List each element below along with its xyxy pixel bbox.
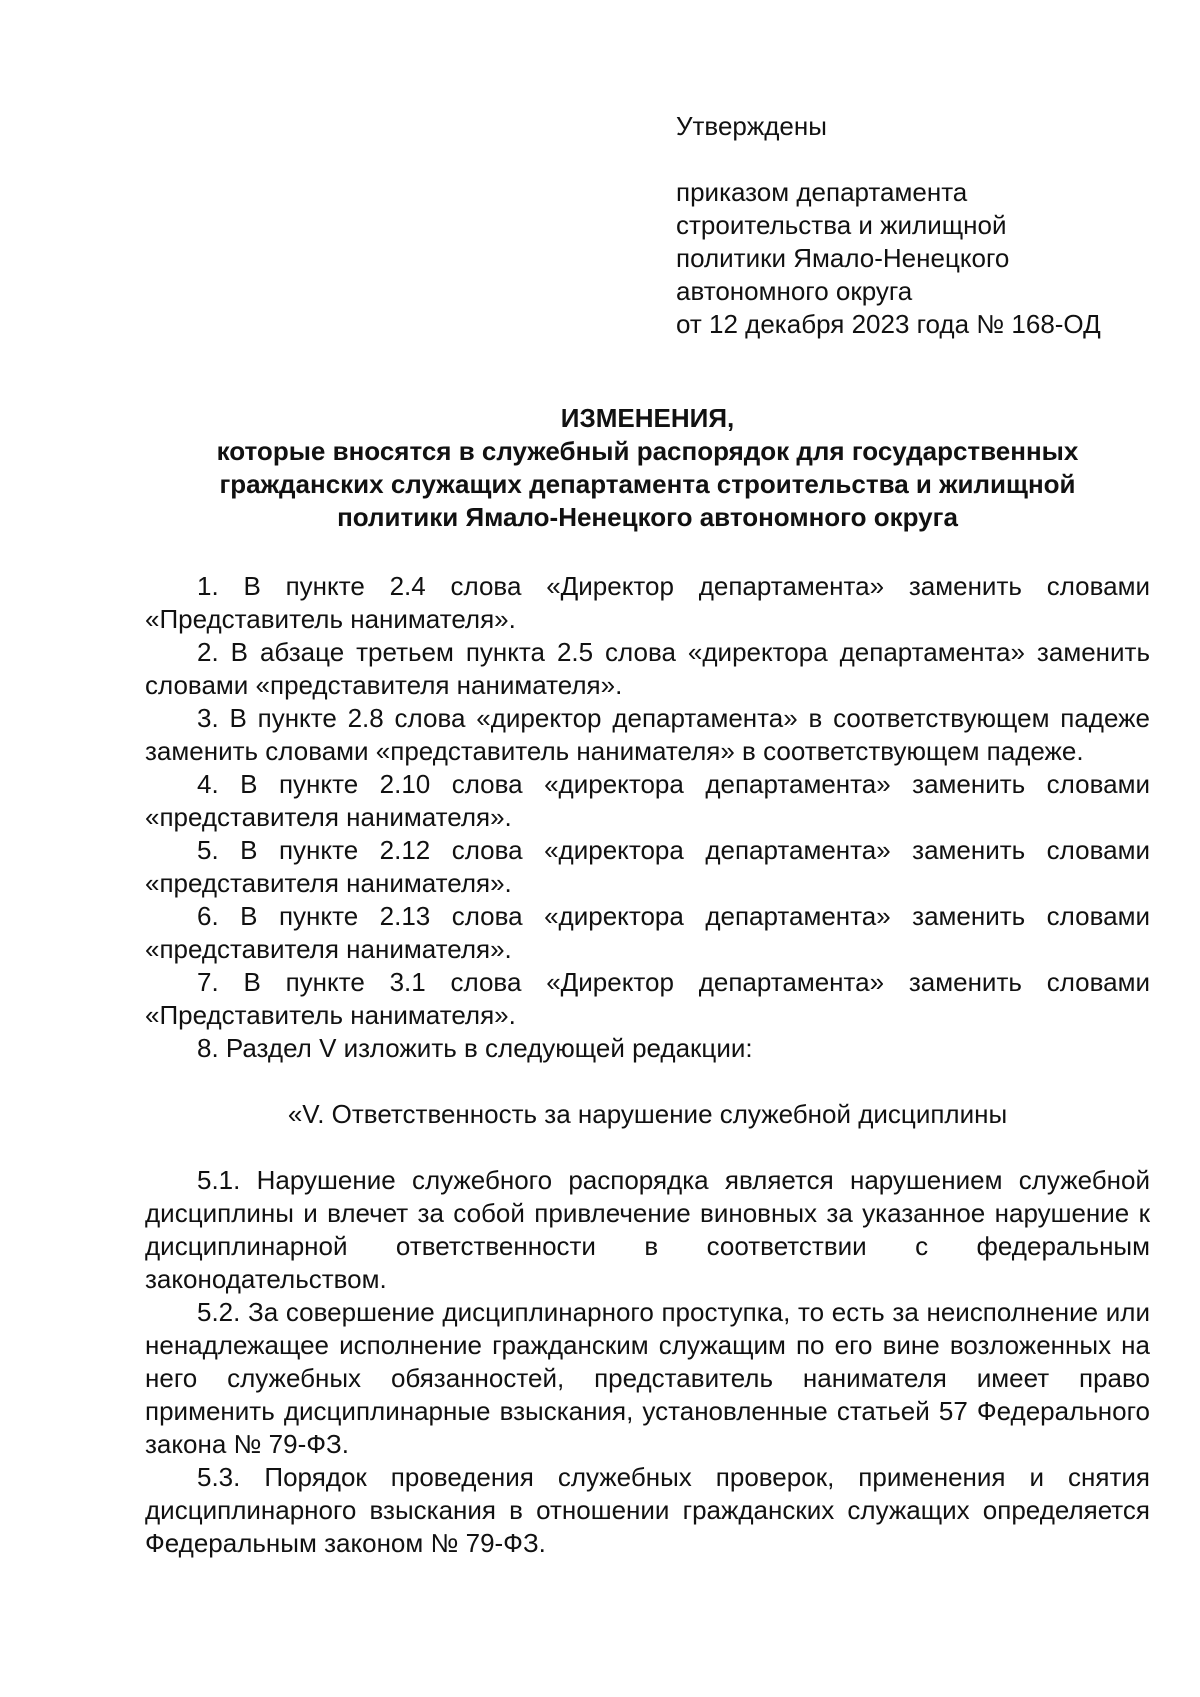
amendment-item: 2. В абзаце третьем пункта 2.5 слова «директора департамента» заменить словами «представителя нанимателя». — [145, 637, 1150, 700]
approval-block — [676, 110, 1156, 341]
title-subline: гражданских служащих департамента строительства и жилищной — [219, 469, 1076, 499]
title-subline: которые вносятся в служебный распорядок для государственных — [216, 436, 1079, 466]
section-paragraph: 5.2. За совершение дисциплинарного проступка, то есть за неисполнение или ненадлежащее исполнение гражданским служащим по его вине возложенных на него служебных обязанностей, представитель нанимателя имеет право применить дисциплинарные взыскания, установленные статьей 57 Федерального закона № 79-ФЗ. — [145, 1297, 1150, 1459]
approval-line: автономного округа — [676, 276, 913, 306]
approval-line: приказом департамента — [676, 177, 968, 207]
section-paragraph: 5.3. Порядок проведения служебных проверок, применения и снятия дисциплинарного взыскания в отношении гражданских служащих определяется Федеральным законом № 79-ФЗ. — [145, 1462, 1150, 1558]
title-heading: ИЗМЕНЕНИЯ, — [560, 403, 735, 433]
amendment-item: 4. В пункте 2.10 слова «директора департамента» заменить словами «представителя нанимателя». — [145, 769, 1150, 832]
document-title — [145, 402, 1150, 534]
amendment-item: 3. В пункте 2.8 слова «директор департамента» в соответствующем падеже заменить словами «представитель нанимателя» в соответствующем падеже. — [145, 703, 1150, 766]
document-body — [145, 570, 1150, 1560]
amendment-item: 5. В пункте 2.12 слова «директора департамента» заменить словами «представителя нанимателя». — [145, 835, 1150, 898]
amendment-item: 6. В пункте 2.13 слова «директора департамента» заменить словами «представителя нанимателя». — [145, 901, 1150, 964]
approval-order-date: от 12 декабря 2023 года № 168-ОД — [676, 309, 1101, 339]
approval-line: строительства и жилищной — [676, 210, 1007, 240]
title-subline: политики Ямало-Ненецкого автономного округа — [337, 502, 958, 532]
amendment-item: 7. В пункте 3.1 слова «Директор департамента» заменить словами «Представитель нанимателя». — [145, 967, 1150, 1030]
section-paragraph: 5.1. Нарушение служебного распорядка является нарушением служебной дисциплины и влечет за собой привлечение виновных за указанное нарушение к дисциплинарной ответственности в соответствии с федеральным законодательством. — [145, 1165, 1150, 1294]
section-heading: «V. Ответственность за нарушение служебной дисциплины — [287, 1099, 1008, 1129]
approval-line: политики Ямало-Ненецкого — [676, 243, 1010, 273]
amendment-item: 1. В пункте 2.4 слова «Директор департамента» заменить словами «Представитель нанимателя». — [145, 571, 1150, 634]
approval-caption: Утверждены — [676, 111, 827, 141]
amendment-item: 8. Раздел V изложить в следующей редакции: — [197, 1033, 753, 1063]
